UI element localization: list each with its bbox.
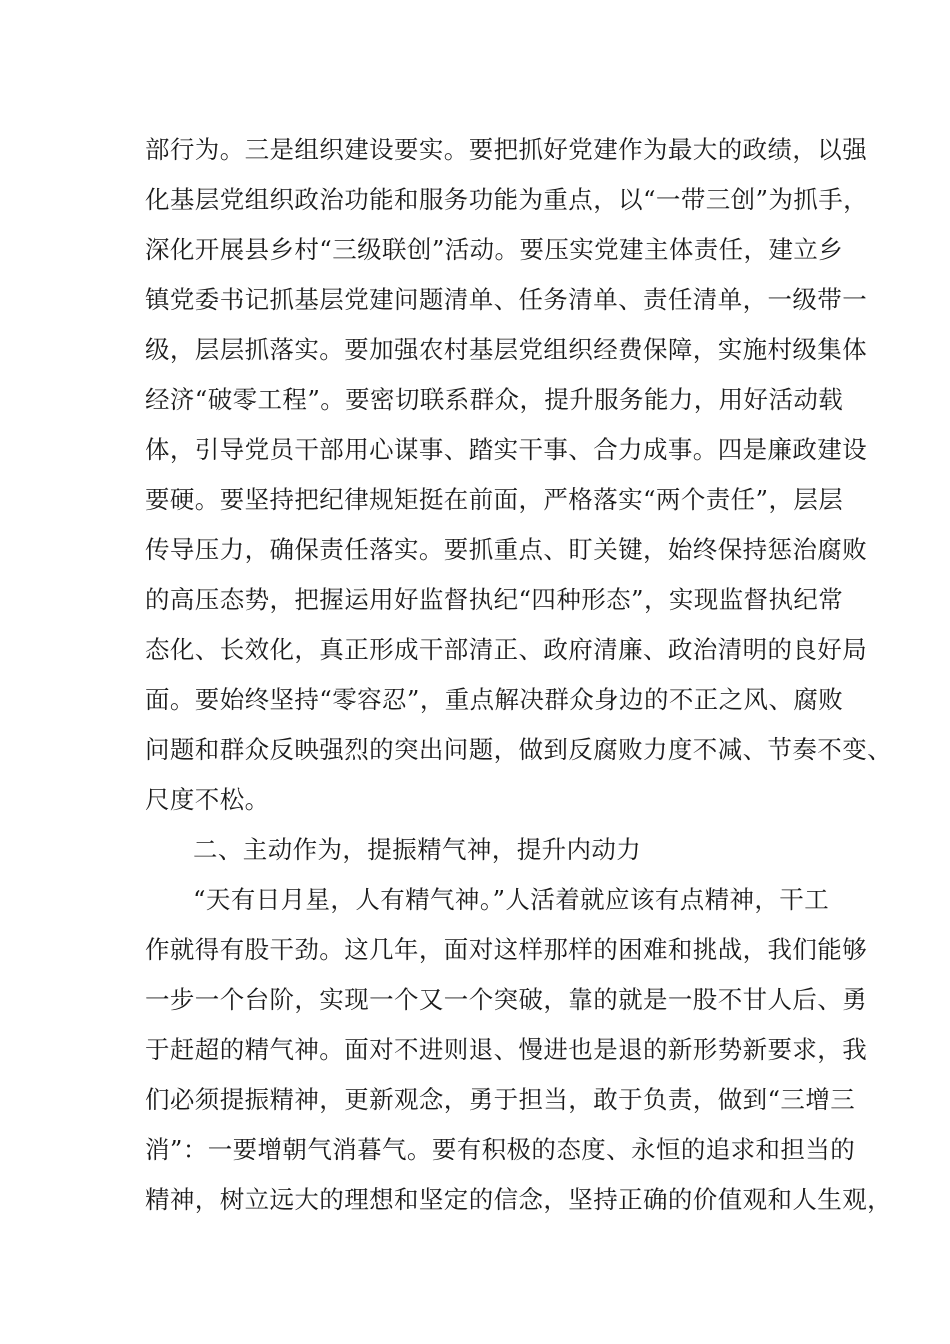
text-line: 于赶超的精气神。面对不进则退、慢进也是退的新形势新要求，我 [145, 1035, 868, 1064]
text-line: 体，引导党员干部用心谋事、踏实干事、合力成事。四是廉政建设 [145, 435, 868, 464]
text-line: 化基层党组织政治功能和服务功能为重点，以“一带三创”为抓手， [145, 185, 869, 214]
text-line: 态化、长效化，真正形成干部清正、政府清廉、政治清明的良好局 [145, 635, 868, 664]
text-line: 深化开展县乡村“三级联创”活动。要压实党建主体责任，建立乡 [145, 235, 844, 264]
text-line: 精神，树立远大的理想和坚定的信念，坚持正确的价值观和人生观， [145, 1185, 892, 1214]
text-line: 部行为。三是组织建设要实。要把抓好党建作为最大的政绩，以强 [145, 135, 868, 164]
text-line: 一步一个台阶，实现一个又一个突破，靠的就是一股不甘人后、勇 [145, 985, 868, 1014]
text-line: 传导压力，确保责任落实。要抓重点、盯关键，始终保持惩治腐败 [145, 535, 868, 564]
text-line: 经济“破零工程”。要密切联系群众，提升服务能力，用好活动载 [145, 385, 844, 414]
text-line: 要硬。要坚持把纪律规矩挺在前面，严格落实“两个责任”，层层 [145, 485, 844, 514]
text-line: 问题和群众反映强烈的突出问题，做到反腐败力度不减、节奏不变、 [145, 735, 892, 764]
text-line: “天有日月星，人有精气神。”人活着就应该有点精神，干工 [193, 885, 830, 914]
text-line: 作就得有股干劲。这几年，面对这样那样的困难和挑战，我们能够 [145, 935, 868, 964]
section-heading: 二、主动作为，提振精气神，提升内动力 [193, 835, 642, 864]
text-line: 级，层层抓落实。要加强农村基层党组织经费保障，实施村级集体 [145, 335, 868, 364]
text-line: 们必须提振精神，更新观念，勇于担当，敢于负责，做到“三增三 [145, 1085, 856, 1114]
text-line: 消”：一要增朝气消暮气。要有积极的态度、永恒的追求和担当的 [145, 1135, 856, 1164]
text-line: 尺度不松。 [145, 785, 270, 814]
text-line: 镇党委书记抓基层党建问题清单、任务清单、责任清单，一级带一 [145, 285, 868, 314]
text-line: 面。要始终坚持“零容忍”，重点解决群众身边的不正之风、腐败 [145, 685, 844, 714]
text-line: 的高压态势，把握运用好监督执纪“四种形态”，实现监督执纪常 [145, 585, 844, 614]
